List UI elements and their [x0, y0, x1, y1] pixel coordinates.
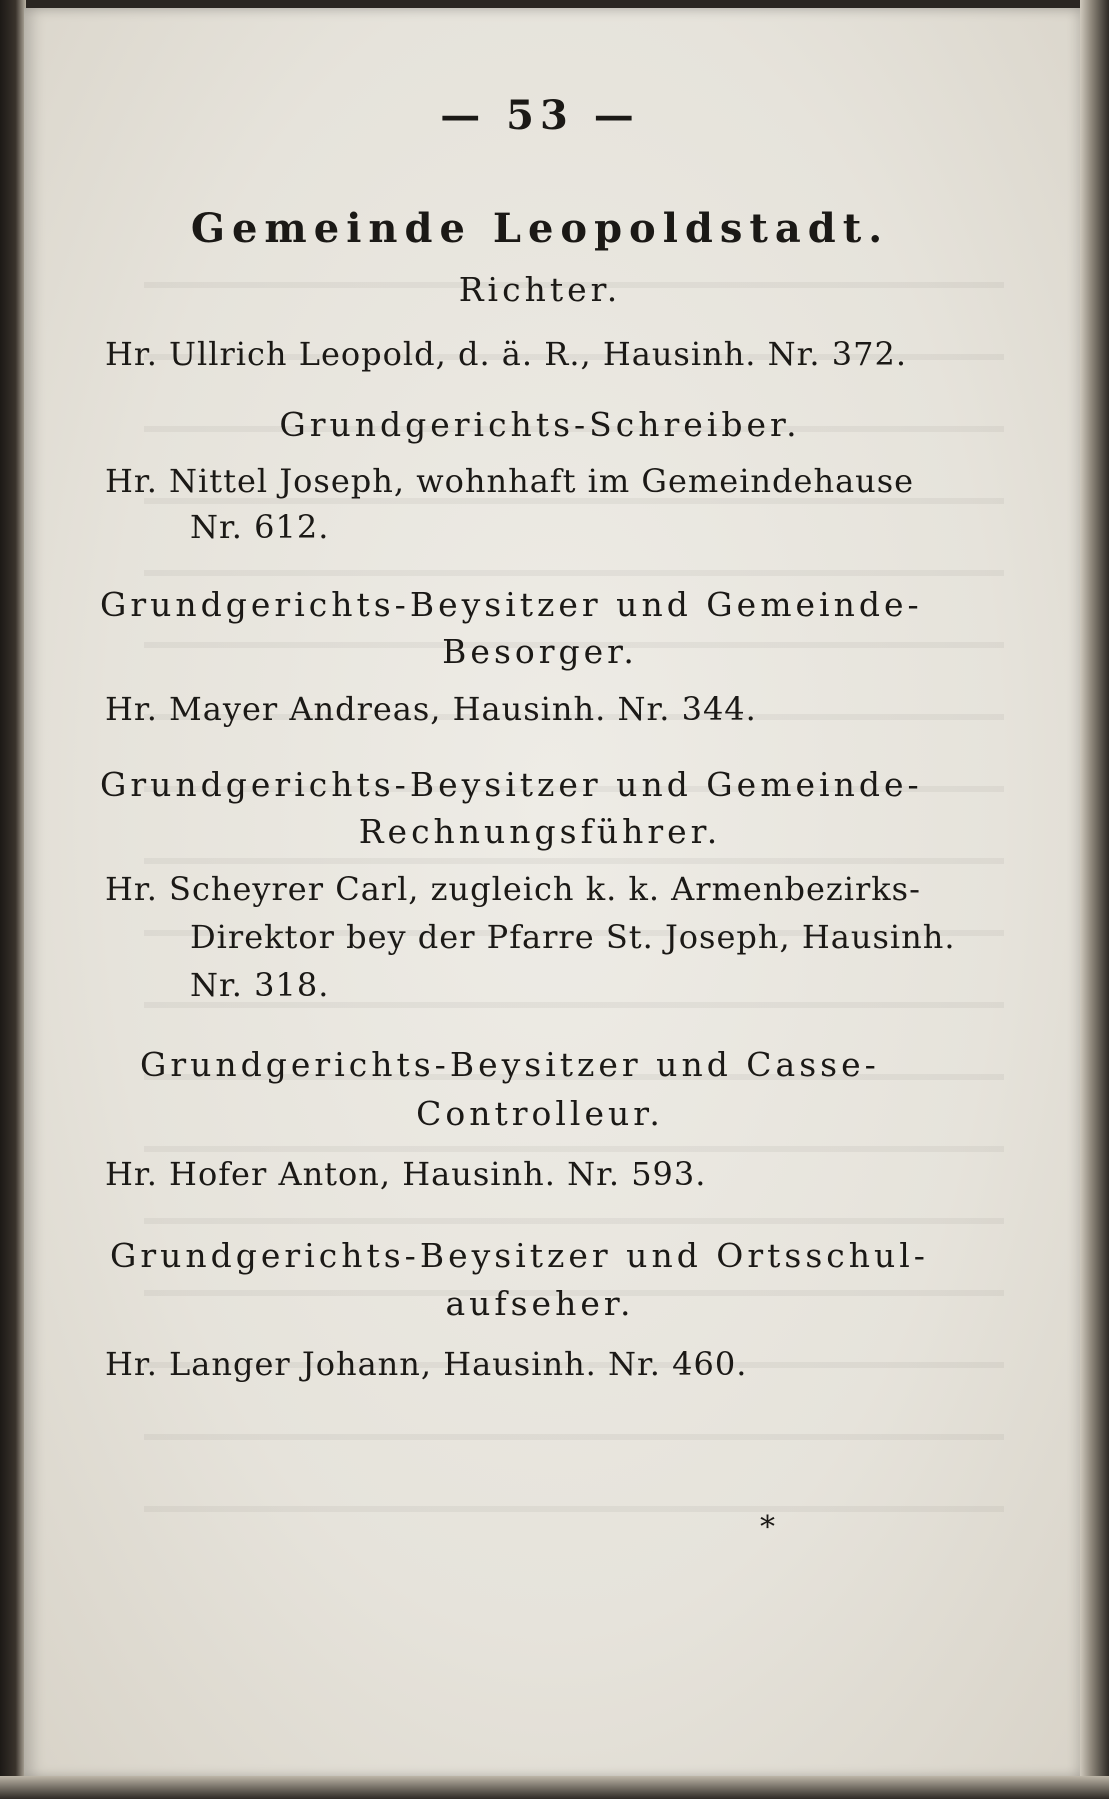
- page-stack-edge: [1080, 0, 1109, 1799]
- entry-langer: Hr. Langer Johann, Hausinh. Nr. 460.: [105, 1345, 748, 1383]
- section-title: Gemeinde Leopoldstadt.: [190, 205, 890, 252]
- entry-scheyrer-line1: Hr. Scheyrer Carl, zugleich k. k. Armenbezirks-: [105, 870, 921, 908]
- entry-nittel-line2: Nr. 612.: [190, 508, 330, 546]
- entry-mayer: Hr. Mayer Andreas, Hausinh. Nr. 344.: [105, 690, 757, 728]
- entry-scheyrer-line3: Nr. 318.: [190, 966, 330, 1004]
- heading-controlleur-line2: Controlleur.: [416, 1094, 664, 1133]
- heading-rechnungsfuehrer-line2: Rechnungsführer.: [358, 812, 722, 851]
- entry-ullrich: Hr. Ullrich Leopold, d. ä. R., Hausinh. Nr. 372.: [105, 335, 908, 373]
- heading-richter: Richter.: [458, 270, 622, 309]
- book-spine-edge: [0, 0, 26, 1799]
- heading-ortsschulaufseher-line2: aufseher.: [445, 1284, 635, 1323]
- heading-besorger-line2: Besorger.: [442, 632, 638, 671]
- entry-scheyrer-line2: Direktor bey der Pfarre St. Joseph, Hausinh.: [190, 918, 956, 956]
- page-bottom-edge: [0, 1776, 1109, 1799]
- heading-controlleur-line1: Grundgerichts-Beysitzer und Casse-: [140, 1045, 880, 1084]
- heading-schreiber: Grundgerichts-Schreiber.: [279, 405, 801, 444]
- entry-nittel-line1: Hr. Nittel Joseph, wohnhaft im Gemeindehause: [105, 462, 915, 500]
- entry-hofer: Hr. Hofer Anton, Hausinh. Nr. 593.: [105, 1155, 707, 1193]
- heading-rechnungsfuehrer-line1: Grundgerichts-Beysitzer und Gemeinde-: [100, 765, 923, 804]
- heading-besorger-line1: Grundgerichts-Beysitzer und Gemeinde-: [100, 585, 923, 624]
- heading-ortsschulaufseher-line1: Grundgerichts-Beysitzer und Ortsschul-: [110, 1236, 929, 1275]
- signature-mark: *: [760, 1510, 775, 1545]
- page-number: — 53 —: [440, 92, 640, 139]
